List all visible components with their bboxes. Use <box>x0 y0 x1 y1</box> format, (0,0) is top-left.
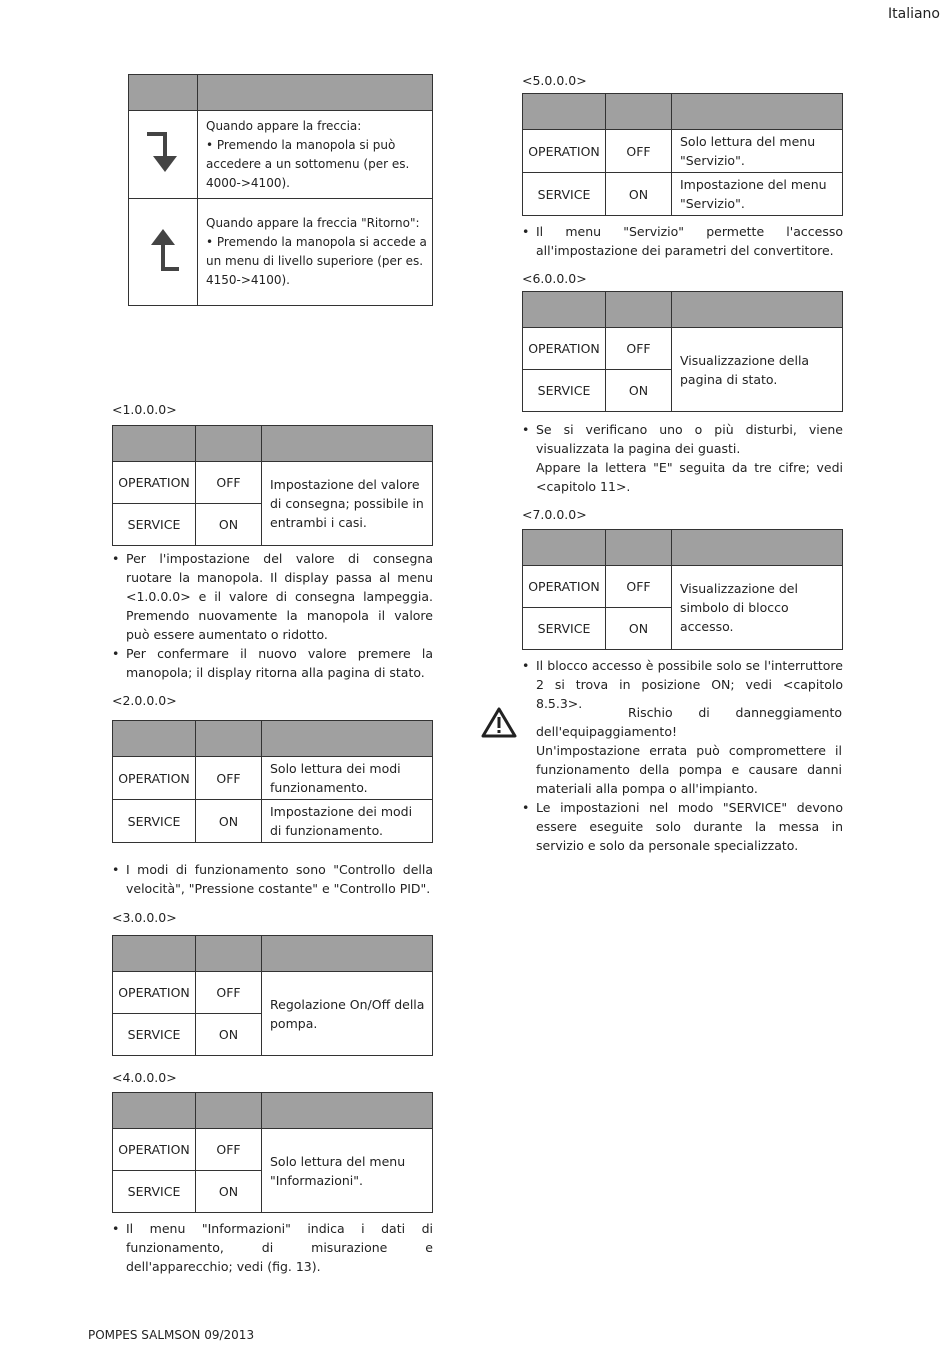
list-item-continuation: Appare la lettera "E" seguita da tre cifre; vedi <capitolo 11>. <box>536 460 843 494</box>
description-cell: Solo lettura dei modi funzionamento. <box>262 757 433 800</box>
state-cell: ON <box>606 173 672 216</box>
table-row <box>113 1129 433 1171</box>
mode-cell: SERVICE <box>113 1014 196 1056</box>
table-header-cell <box>606 292 672 328</box>
menu-table <box>522 529 843 650</box>
table-header-cell <box>262 721 433 757</box>
table-row <box>113 757 433 800</box>
notes-list <box>112 1219 433 1276</box>
state-cell: OFF <box>606 130 672 173</box>
table-header-cell <box>672 292 843 328</box>
mode-cell: OPERATION <box>523 328 606 370</box>
arrow-legend-table <box>128 74 433 306</box>
table-header-cell <box>196 1093 262 1129</box>
table-header-cell <box>196 936 262 972</box>
section-label: <2.0.0.0> <box>112 693 177 708</box>
notes-list <box>522 798 843 855</box>
state-cell: OFF <box>606 328 672 370</box>
table-row <box>129 111 433 199</box>
table-header-cell <box>196 721 262 757</box>
table-header-cell <box>113 936 196 972</box>
section-label: <4.0.0.0> <box>112 1070 177 1085</box>
list-item: • Il blocco accesso è possibile solo se l'interruttore 2 si trova in posizione ON; vedi <capitolo 8.5.3>. <box>522 656 843 713</box>
list-item: • Per confermare il nuovo valore premere la manopola; il display ritorna alla pagina di stato. <box>112 644 433 682</box>
mode-cell: SERVICE <box>113 800 196 843</box>
notes-list <box>522 420 843 496</box>
table-header-cell <box>672 530 843 566</box>
warning-body: Un'impostazione errata può compromettere il funzionamento della pompa e causare danni materiali alla pompa o all'impianto. <box>536 743 842 796</box>
notes-list <box>522 222 843 260</box>
mode-cell: SERVICE <box>523 173 606 216</box>
table-header-cell <box>113 426 196 462</box>
description-cell: Impostazione dei modi di funzionamento. <box>262 800 433 843</box>
table-header-cell <box>672 94 843 130</box>
state-cell: ON <box>196 504 262 546</box>
footer-text: POMPES SALMSON 09/2013 <box>88 1328 255 1342</box>
table-header-cell <box>523 292 606 328</box>
mode-cell: OPERATION <box>113 1129 196 1171</box>
table-header-cell <box>262 1093 433 1129</box>
description-cell: Regolazione On/Off della pompa. <box>262 972 433 1056</box>
state-cell: ON <box>606 370 672 412</box>
menu-table <box>522 93 843 216</box>
mode-cell: OPERATION <box>113 757 196 800</box>
table-header-cell <box>198 75 433 111</box>
list-item: • Le impostazioni nel modo "SERVICE" devono essere eseguite solo durante la messa in servizio e solo da personale specializzato. <box>522 798 843 855</box>
description-cell: Impostazione del valore di consegna; possibile in entrambi i casi. <box>262 462 433 546</box>
section-label: <3.0.0.0> <box>112 910 177 925</box>
table-header-cell <box>523 94 606 130</box>
menu-table <box>112 425 433 546</box>
notes-list <box>112 549 433 682</box>
mode-cell: OPERATION <box>523 566 606 608</box>
table-row <box>523 173 843 216</box>
table-header-cell <box>113 1093 196 1129</box>
list-item: • I modi di funzionamento sono "Controllo della velocità", "Pressione costante" e "Controllo PID". <box>112 860 433 898</box>
list-item: • Il menu "Servizio" permette l'accesso all'impostazione dei parametri del convertitore. <box>522 222 843 260</box>
mode-cell: SERVICE <box>523 370 606 412</box>
state-cell: ON <box>196 800 262 843</box>
mode-cell: OPERATION <box>113 972 196 1014</box>
table-header-cell <box>262 936 433 972</box>
table-row <box>113 800 433 843</box>
description-cell: Visualizzazione della pagina di stato. <box>672 328 843 412</box>
menu-table <box>112 1092 433 1213</box>
description-cell: Visualizzazione del simbolo di blocco accesso. <box>672 566 843 650</box>
arrow-down-icon <box>129 111 198 199</box>
table-header-cell <box>523 530 606 566</box>
language-label: Italiano <box>888 6 940 22</box>
description-cell: Impostazione del menu "Servizio". <box>672 173 843 216</box>
table-header-cell <box>129 75 198 111</box>
arrow-return-icon <box>129 199 198 306</box>
mode-cell: SERVICE <box>113 504 196 546</box>
state-cell: OFF <box>196 462 262 504</box>
state-cell: ON <box>606 608 672 650</box>
state-cell: ON <box>196 1171 262 1213</box>
table-header-cell <box>606 530 672 566</box>
state-cell: OFF <box>196 972 262 1014</box>
mode-cell: OPERATION <box>113 462 196 504</box>
warning-title: Rischio di danneggiamento dell'equipaggiamento! <box>536 705 842 739</box>
list-item: • Per l'impostazione del valore di consegna ruotare la manopola. Il display passa al menu <1.0.0.0> e il valore di consegna lampeggia. Premendo nuovamente la manopola il valore può essere aumentato o ridotto. <box>112 549 433 644</box>
arrow-return-description: Quando appare la freccia "Ritorno": • Premendo la manopola si accede a un menu di livello superiore (per es. 4150->4100). <box>198 199 433 306</box>
notes-list <box>112 860 433 898</box>
table-row <box>113 462 433 504</box>
mode-cell: SERVICE <box>113 1171 196 1213</box>
section-label: <7.0.0.0> <box>522 507 587 522</box>
table-row <box>523 566 843 608</box>
description-cell: Solo lettura del menu "Servizio". <box>672 130 843 173</box>
list-item: • Il menu "Informazioni" indica i dati di funzionamento, di misurazione e dell'apparecchio; vedi (fig. 13). <box>112 1219 433 1276</box>
mode-cell: SERVICE <box>523 608 606 650</box>
table-header-cell <box>262 426 433 462</box>
table-row <box>523 328 843 370</box>
table-row <box>129 199 433 306</box>
state-cell: OFF <box>606 566 672 608</box>
section-label: <1.0.0.0> <box>112 402 177 417</box>
description-cell: Solo lettura del menu "Informazioni". <box>262 1129 433 1213</box>
warning-triangle-icon <box>481 706 517 743</box>
state-cell: OFF <box>196 1129 262 1171</box>
table-header-cell <box>606 94 672 130</box>
state-cell: OFF <box>196 757 262 800</box>
menu-table <box>522 291 843 412</box>
section-label: <6.0.0.0> <box>522 271 587 286</box>
section-label: <5.0.0.0> <box>522 73 587 88</box>
state-cell: ON <box>196 1014 262 1056</box>
menu-table <box>112 720 433 843</box>
mode-cell: OPERATION <box>523 130 606 173</box>
list-item: • Se si verificano uno o più disturbi, viene visualizzata la pagina dei guasti. <box>522 420 843 458</box>
menu-table <box>112 935 433 1056</box>
table-row <box>113 972 433 1014</box>
table-header-cell <box>113 721 196 757</box>
arrow-down-description: Quando appare la freccia: • Premendo la manopola si può accedere a un sottomenu (per es. 4000->4100). <box>198 111 433 199</box>
table-row <box>523 130 843 173</box>
table-header-cell <box>196 426 262 462</box>
